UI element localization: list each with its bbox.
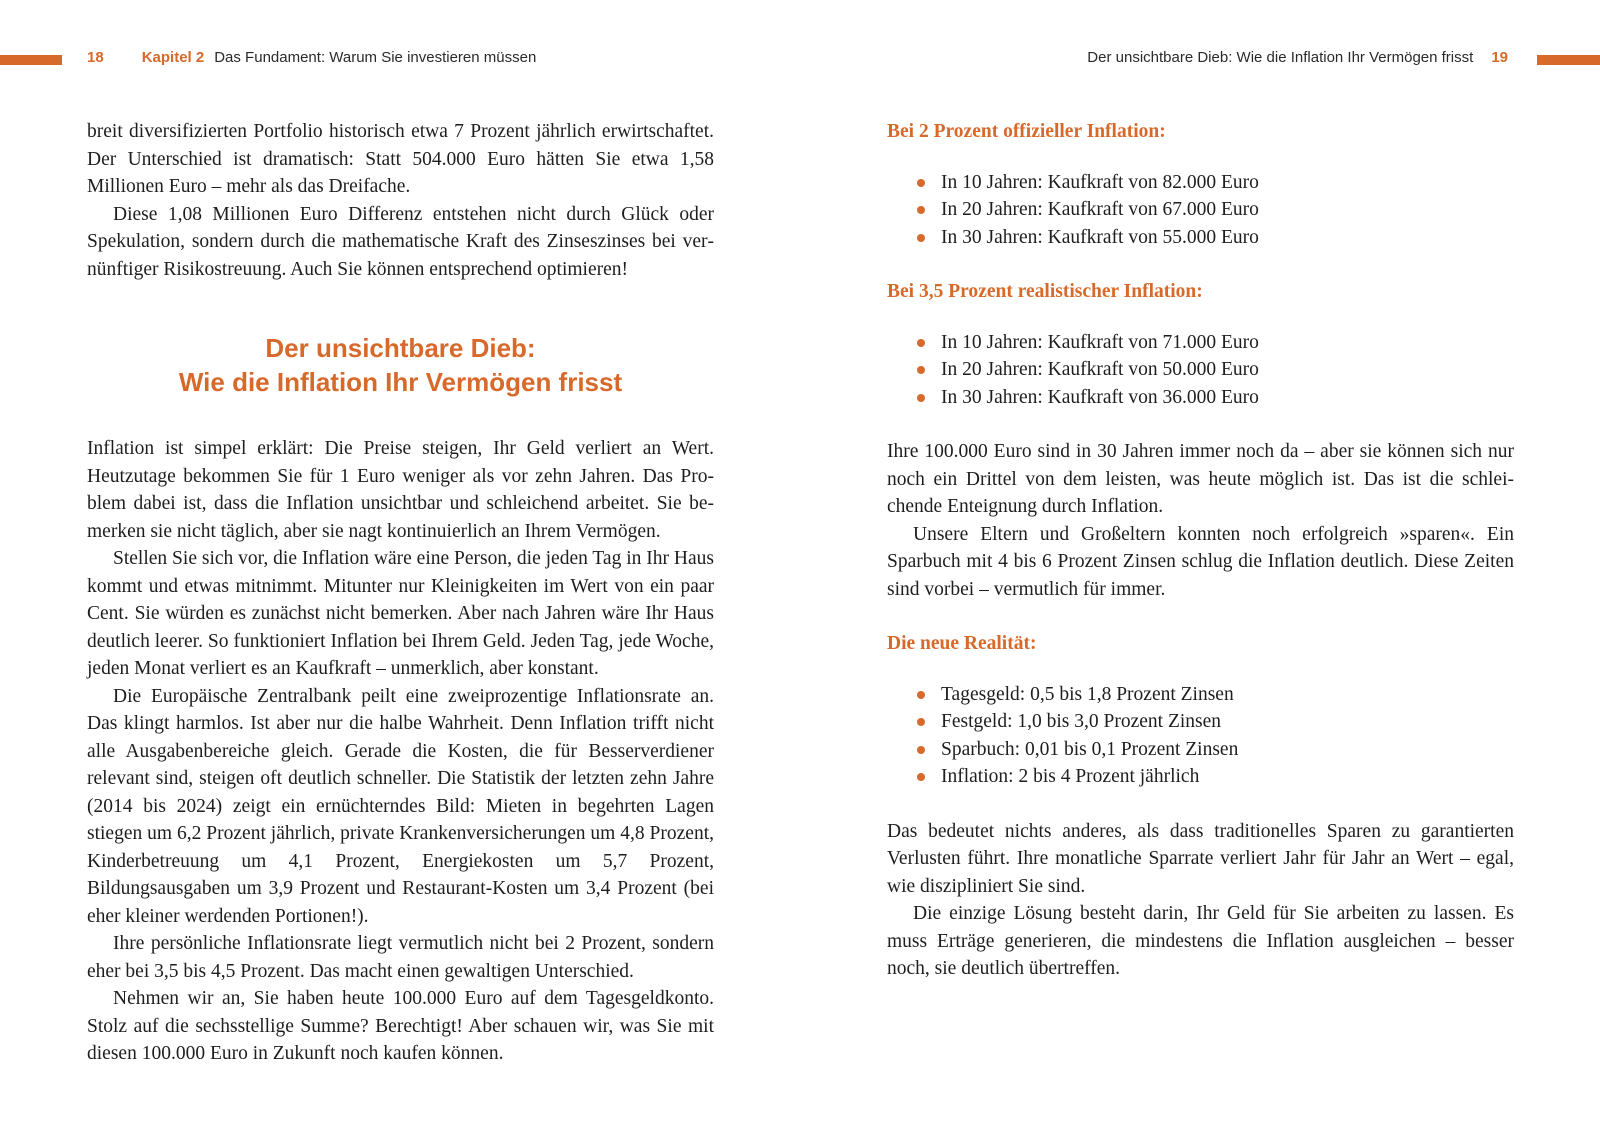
- right-page: [887, 118, 1514, 983]
- subheading-new-reality: Die neue Realität:: [887, 633, 1037, 654]
- list-item: In 10 Jahren: Kaufkraft von 82.000 Euro: [917, 169, 1514, 197]
- running-section-title: Der unsichtbare Dieb: Wie die Inflation Ihr Vermögen frisst: [1087, 49, 1474, 66]
- bullet-list-new-reality: [887, 681, 1514, 791]
- list-item: Sparbuch: 0,01 bis 0,1 Prozent Zinsen: [917, 736, 1514, 764]
- header-accent-bar-left: [0, 55, 62, 65]
- left-page: [87, 118, 714, 1068]
- paragraph: Stellen Sie sich vor, die Inflation wäre eine Person, die jeden Tag in Ihr Haus kommt und etwas mitnimmt. Mitunter nur Kleinigkeiten im Wert von ein paar Cent. Sie würden es zunächst nicht bemerken. Aber nach Jahren wäre Ihr Haus deutlich leerer. So funktioniert Inflation bei Ihrem Geld. Jeden Tag, jede Woche, jeden Monat verliert es an Kaufkraft – unmerklich, aber konstant.: [87, 548, 714, 679]
- header-accent-bar-right: [1537, 55, 1600, 65]
- subheading-official-inflation: Bei 2 Prozent offizieller Inflation:: [887, 121, 1166, 142]
- page-number-left: 18: [87, 49, 104, 66]
- spacer: [887, 603, 1514, 630]
- paragraph: Ihre 100.000 Euro sind in 30 Jahren immer noch da – aber sie können sich nur noch ein Drittel von dem leisten, was heute möglich ist. Das ist die schleichende Enteignung durch Inflation.: [887, 441, 1514, 517]
- paragraph: Unsere Eltern und Großeltern konnten noch erfolgreich »sparen«. Ein Sparbuch mit 4 bis 6 Prozent Zinsen schlug die Inflation deutlich. Diese Zeiten sind vorbei – vermutlich für immer.: [887, 523, 1514, 600]
- paragraph: breit diversifizierten Portfolio historisch etwa 7 Prozent jährlich erwirtschaftet. Der Unterschied ist dramatisch: Statt 504.000 Euro hätten Sie etwa 1,58 Millionen Euro – mehr als das Dreifache.: [87, 121, 714, 197]
- page-number-right: 19: [1491, 49, 1508, 66]
- chapter-label: Kapitel 2: [141, 49, 205, 66]
- list-item: In 20 Jahren: Kaufkraft von 50.000 Euro: [917, 356, 1514, 384]
- list-item: Festgeld: 1,0 bis 3,0 Prozent Zinsen: [917, 708, 1514, 736]
- paragraph: Inflation ist simpel erklärt: Die Preise steigen, Ihr Geld verliert an Wert. Heutzutage bekommen Sie für 1 Euro weniger als vor zehn Jahren. Das Problem dabei ist, dass die Inflation unsichtbar und schleichend arbeitet. Sie bemerken sie nicht täglich, aber sie nagt kontinuierlich an Ihrem Vermögen.: [87, 438, 714, 542]
- paragraph: Die einzige Lösung besteht darin, Ihr Geld für Sie arbeiten zu lassen. Es muss Erträge generieren, die mindestens die Inflation ausgleichen – besser noch, sie deutlich übertreffen.: [887, 903, 1514, 979]
- paragraph: Nehmen wir an, Sie haben heute 100.000 Euro auf dem Tagesgeldkonto. Stolz auf die sechsstellige Summe? Berechtigt! Aber schauen wir, was Sie mit diesen 100.000 Euro in Zukunft noch kaufen können.: [87, 988, 714, 1064]
- running-header-right: [1087, 49, 1508, 66]
- list-item: In 20 Jahren: Kaufkraft von 67.000 Euro: [917, 196, 1514, 224]
- list-item: In 30 Jahren: Kaufkraft von 36.000 Euro: [917, 384, 1514, 412]
- paragraph: Ihre persönliche Inflationsrate liegt vermutlich nicht bei 2 Prozent, sondern eher bei 3,5 bis 4,5 Prozent. Das macht einen gewaltigen Unterschied.: [87, 933, 714, 982]
- list-item: In 10 Jahren: Kaufkraft von 71.000 Euro: [917, 329, 1514, 357]
- paragraph: Das bedeutet nichts anderes, als dass traditionelles Sparen zu garantierten Verlusten führt. Ihre monatliche Sparrate verliert Jahr für Jahr an Wert – egal, wie diszipliniert Sie sind.: [887, 820, 1514, 897]
- bullet-list-official-inflation: [887, 169, 1514, 252]
- section-heading: [87, 331, 714, 399]
- list-item: Tagesgeld: 0,5 bis 1,8 Prozent Zinsen: [917, 681, 1514, 709]
- section-heading-line-2: Wie die Inflation Ihr Vermögen frisst: [178, 367, 623, 397]
- list-item: In 30 Jahren: Kaufkraft von 55.000 Euro: [917, 224, 1514, 252]
- list-item: Inflation: 2 bis 4 Prozent jährlich: [917, 763, 1514, 791]
- section-heading-line-1: Der unsichtbare Dieb:: [265, 333, 536, 363]
- chapter-title: Das Fundament: Warum Sie investieren müssen: [214, 49, 537, 66]
- subheading-realistic-inflation: Bei 3,5 Prozent realistischer Inflation:: [887, 281, 1203, 302]
- paragraph: Diese 1,08 Millionen Euro Differenz entstehen nicht durch Glück oder Spekulation, sondern durch die mathematische Kraft des Zinseszinses bei vernünftiger Risikostreuung. Auch Sie können entsprechend optimieren!: [87, 203, 714, 280]
- bullet-list-realistic-inflation: [887, 329, 1514, 412]
- running-header-left: [87, 49, 536, 66]
- paragraph: Die Europäische Zentralbank peilt eine zweiprozentige Inflationsrate an. Das klingt harmlos. Ist aber nur die halbe Wahrheit. Denn Inflation trifft nicht alle Ausgabenbereiche gleich. Gerade die Kosten, die für Besserverdiener relevant sind, steigen oft deutlich schneller. Die Statistik der letzten zehn Jahre (2014 bis 2024) zeigt ein ernüchterndes Bild: Mieten in begehrten Lagen stiegen um 6,2 Prozent jährlich, private Krankenversicherungen um 4,8 Prozent, Kinderbetreuung um 4,1 Prozent, Energiekosten um 5,7 Prozent, Bildungsausgaben um 3,9 Prozent und Restaurant-Kosten um 3,4 Prozent (bei eher kleiner werdenden Portionen!).: [87, 685, 714, 927]
